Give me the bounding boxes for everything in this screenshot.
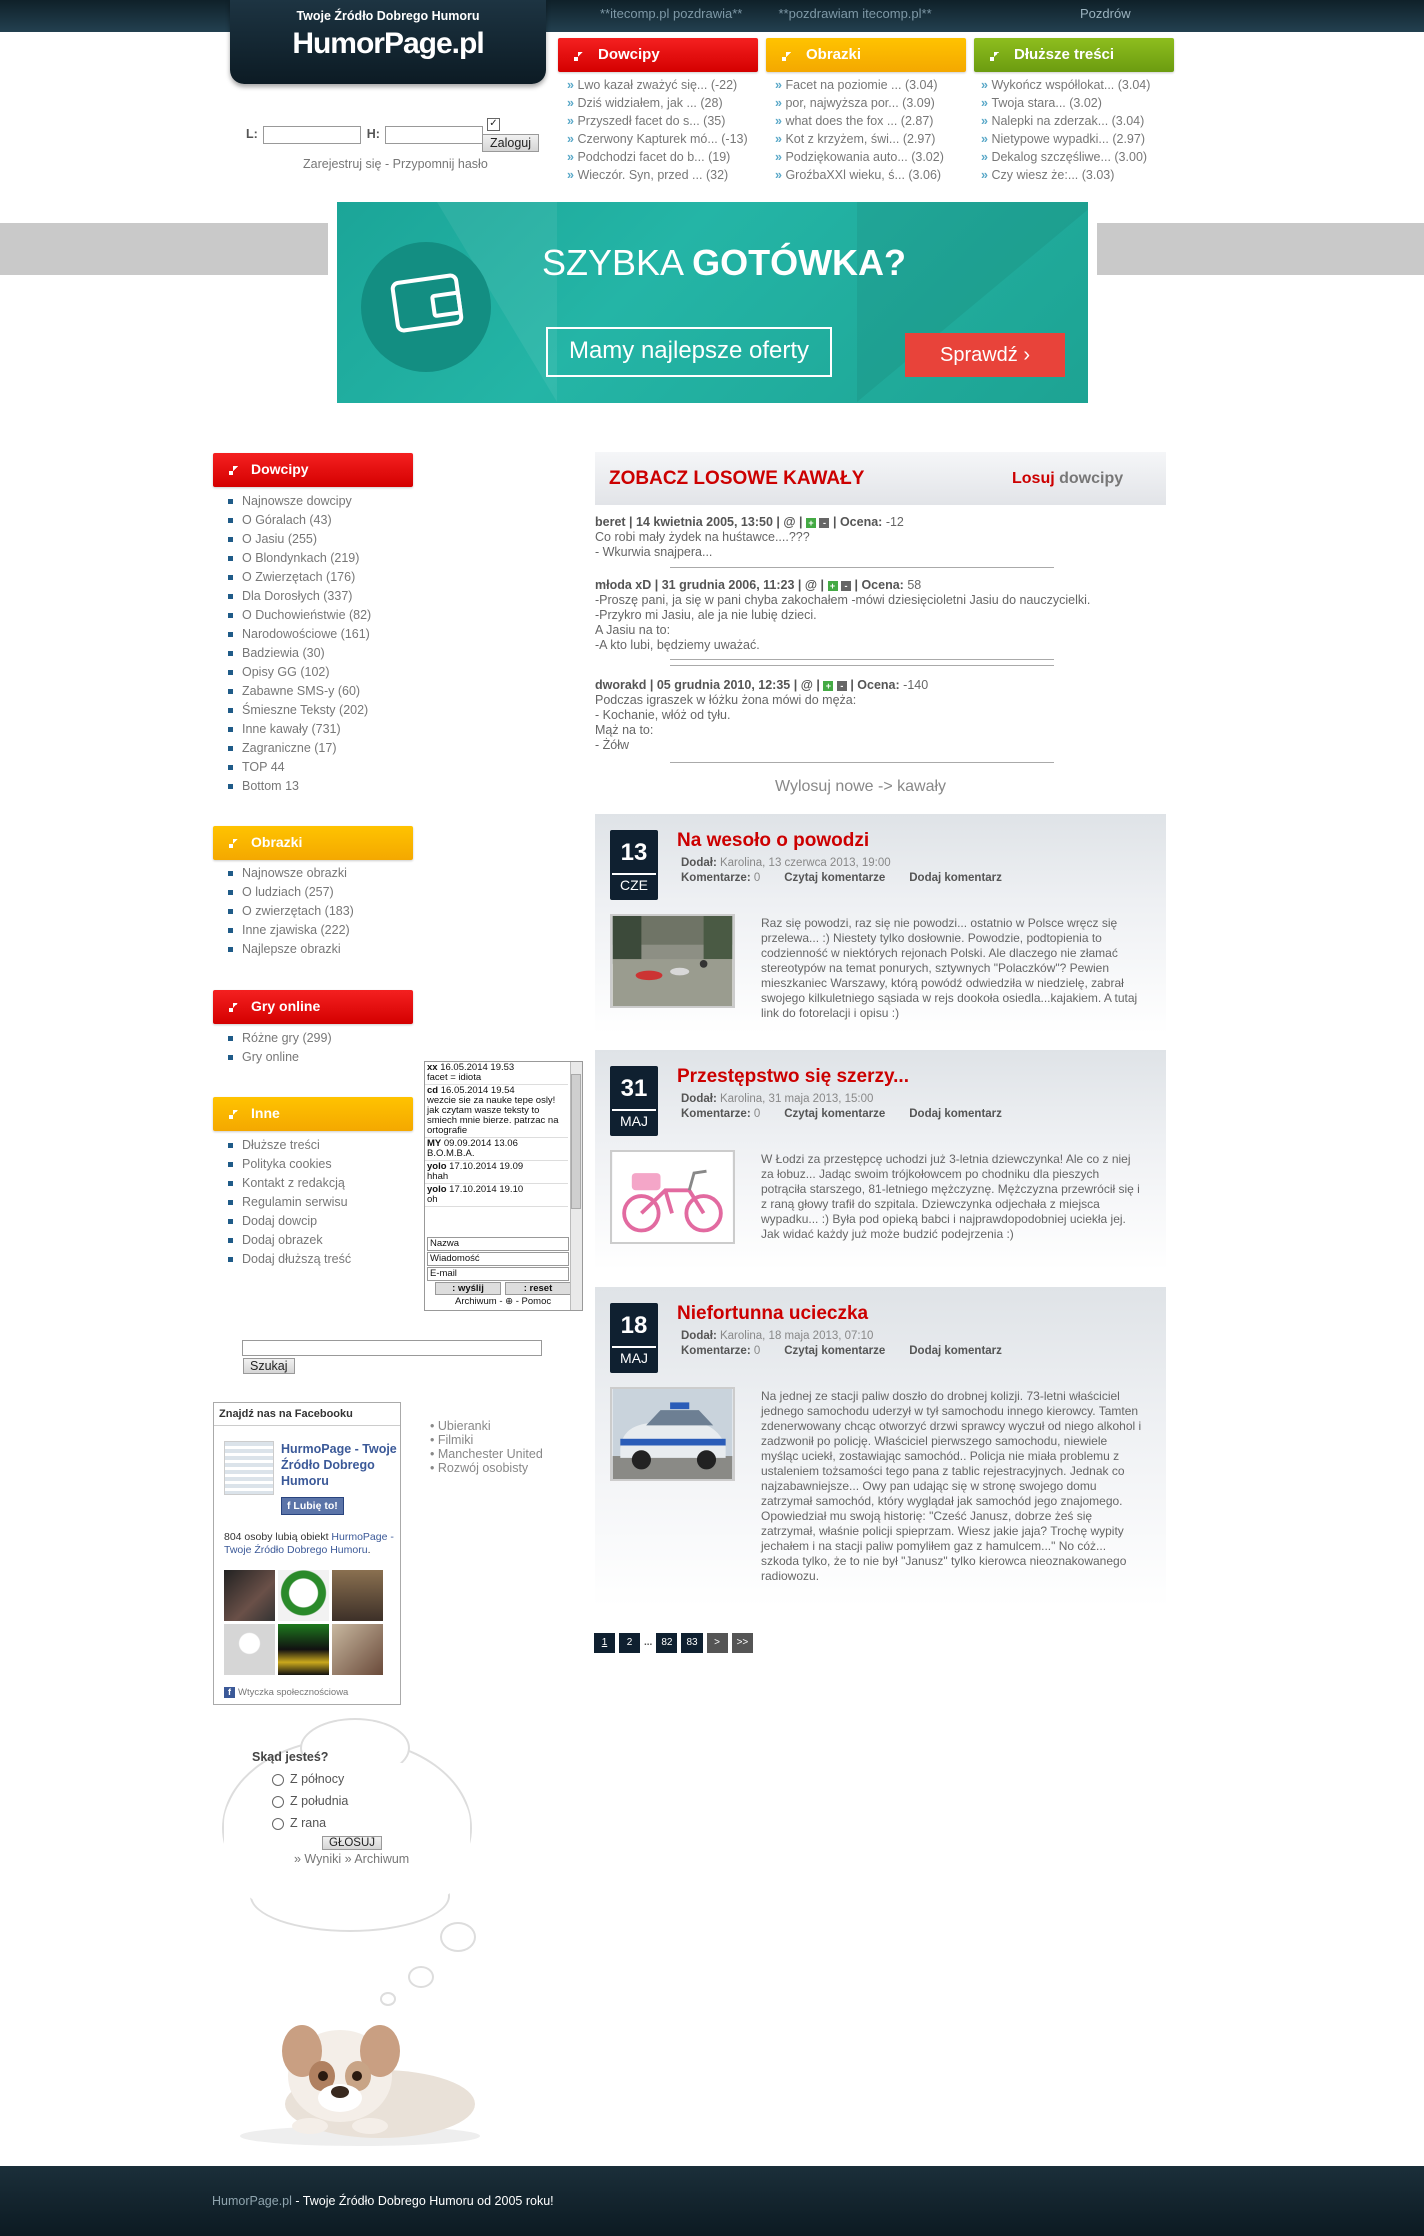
post-image-police-car[interactable] — [610, 1387, 735, 1481]
banner-cta-button[interactable]: Sprawdź › — [905, 333, 1065, 377]
joke-divider — [670, 659, 1054, 660]
sidebar-item[interactable]: Gry online — [228, 1048, 332, 1067]
post-meta — [681, 1092, 1002, 1122]
banner-band-left — [0, 223, 328, 275]
post-author-label: Dodał: — [681, 1093, 717, 1105]
column-head-dowcipy[interactable]: Dowcipy — [558, 38, 758, 72]
poll-results-link[interactable]: » Wyniki — [294, 1852, 342, 1866]
shout-time: 16.05.2014 19.54 — [440, 1085, 515, 1096]
shout-text: oh — [427, 1194, 438, 1205]
poll-option[interactable] — [272, 1816, 409, 1830]
footer-brand-link[interactable]: HumorPage.pl — [212, 2194, 292, 2208]
fan-avatar[interactable] — [332, 1570, 383, 1621]
post-title[interactable]: Przestępstwo się szerzy... — [677, 1066, 909, 1087]
facebook-page-thumbnail[interactable] — [224, 1441, 274, 1495]
poll-question: Skąd jesteś? — [252, 1750, 329, 1764]
sidebar-item[interactable]: TOP 44 — [228, 758, 371, 777]
sidebar-item[interactable]: Opisy GG (102) — [228, 663, 371, 682]
shout-message-input[interactable]: Wiadomość — [427, 1252, 569, 1266]
poll — [240, 1750, 409, 1866]
draw-again-link[interactable]: Wylosuj nowe -> kawały — [775, 778, 947, 795]
page-button[interactable]: 1 — [594, 1633, 615, 1653]
joke-divider — [670, 567, 1054, 568]
poll-cloud-dot — [408, 1966, 434, 1988]
top-list-item[interactable]: » por, najwyższa por... (3.09) — [775, 94, 944, 112]
poll-option-label: Z rana — [290, 1816, 327, 1830]
joke-line: -Przykro mi Jasiu, ale ja nie lubię dzieci. — [595, 608, 817, 622]
shout-ticker: **itecomp.pl pozdrawia** **pozdrawiam itecomp.pl** — [600, 6, 932, 21]
post-month: CZE — [612, 873, 656, 893]
sidebar-item[interactable]: Polityka cookies — [228, 1155, 351, 1174]
vote-down-icon[interactable]: - — [837, 681, 847, 691]
post-date — [610, 830, 658, 900]
ad-banner[interactable] — [337, 202, 1088, 403]
post-date — [610, 1066, 658, 1136]
add-comment-link[interactable]: Dodaj komentarz — [909, 1108, 1002, 1120]
top-list-dowcipy — [567, 76, 748, 184]
register-link[interactable]: Zarejestruj się — [303, 157, 382, 171]
shout-author: cd — [427, 1085, 439, 1096]
top-list-item[interactable]: » Dekalog szczęśliwe... (3.00) — [981, 148, 1150, 166]
logo-tagline: Twoje Źródło Dobrego Humoru — [296, 9, 480, 23]
poll-archive-link[interactable]: » Archiwum — [344, 1852, 410, 1866]
top-list-item[interactable]: » Czy wiesz że:... (3.03) — [981, 166, 1150, 184]
top-list-item[interactable]: » Czerwony Kapturek mó... (-13) — [567, 130, 748, 148]
post-comments-label: Komentarze: — [681, 1108, 751, 1120]
login-button[interactable]: Zaloguj — [482, 134, 539, 152]
wallet-icon — [390, 273, 465, 334]
shout-author: yolo — [427, 1184, 447, 1195]
vote-down-icon[interactable]: - — [841, 581, 851, 591]
draw-jokes-link-gray: dowcipy — [1054, 470, 1124, 487]
joke-line: A Jasiu na to: — [595, 623, 671, 637]
draw-jokes-link-red: Losuj — [1012, 470, 1055, 487]
top-list-item[interactable]: » what does the fox ... (2.87) — [775, 112, 944, 130]
fan-avatar[interactable] — [332, 1624, 383, 1675]
post-author: Karolina, 31 maja 2013, 15:00 — [716, 1093, 874, 1105]
facebook-title: Znajdź nas na Facebooku — [214, 1403, 400, 1426]
shout-reset-button[interactable]: : reset — [505, 1282, 571, 1295]
sidebar-item[interactable]: Inne kawały (731) — [228, 720, 371, 739]
login-input[interactable] — [263, 126, 361, 144]
poll-vote-button[interactable]: GŁOSUJ — [322, 1836, 382, 1850]
sidebar-item[interactable]: O zwierzętach (183) — [228, 902, 354, 921]
joke-line: - Wkurwia snajpera... — [595, 545, 713, 559]
banner-headline — [542, 242, 906, 284]
fan-avatar[interactable] — [278, 1624, 329, 1675]
post-comments-count: 0 — [750, 1345, 761, 1357]
shout-text: wezcie sie za nauke tepe osly! jak czytam wasze teksty to smiech mnie bierze. patrzac na ortografie — [427, 1095, 559, 1136]
facebook-like-button[interactable] — [281, 1497, 344, 1515]
joke-author-date: młoda xD | 31 grudnia 2006, 11:23 | @ | — [595, 578, 825, 592]
page-ellipsis: ... — [644, 1637, 653, 1648]
post-author-label: Dodał: — [681, 857, 717, 869]
facebook-count-end: . — [367, 1544, 371, 1556]
joke-line: - Żółw — [595, 738, 630, 752]
post — [595, 1050, 1166, 1270]
sidebar-item[interactable]: O Blondynkach (219) — [228, 549, 371, 568]
site-logo[interactable] — [230, 0, 546, 84]
account-links — [303, 157, 488, 171]
post-day: 18 — [620, 1312, 648, 1339]
add-comment-link[interactable]: Dodaj komentarz — [909, 872, 1002, 884]
shout-text: B.O.M.B.A. — [427, 1148, 475, 1159]
banner-offer: Mamy najlepsze oferty — [546, 327, 832, 377]
facebook-count-text: 804 osoby lubią obiekt — [224, 1531, 332, 1543]
sidebar-head-gry[interactable]: Gry online — [213, 990, 413, 1024]
top-list-obrazki — [775, 76, 944, 184]
account-links-separator: - — [381, 157, 393, 171]
top-list-item[interactable]: » GroźbaXXl wieku, ś... (3.06) — [775, 166, 944, 184]
radio-icon[interactable] — [272, 1774, 284, 1786]
read-comments-link[interactable]: Czytaj komentarze — [784, 1345, 886, 1357]
sidebar-item[interactable]: Dodaj dowcip — [228, 1212, 351, 1231]
poll-cloud-dot — [440, 1922, 476, 1952]
post-text: Raz się powodzi, raz się nie powodzi... ostatnio w Polsce wręcz się przelewa... :) Niestety tylko dosłownie. Powodzie, podtopienia to codzienność w niektórych rejonach Polski. Ale dlaczego nie złamać stereotypów na temat ponurych, sztywnych "Polaczków"? Pewien mieszkaniec Warszawy, którą powódź odwiedziła w niedzielę, zabrał swojego kilkuletniego sąsiada w rejs dookoła osiedla...kajakiem. A tutaj link do fotorelacji i opisu :) — [761, 916, 1138, 1020]
greet-link[interactable]: Pozdrów — [1080, 6, 1131, 21]
facebook-box — [213, 1402, 401, 1705]
banner-band-right — [1097, 223, 1424, 275]
shout-message — [425, 1138, 568, 1161]
poll-option-label: Z południa — [290, 1794, 349, 1808]
post-title[interactable]: Na wesoło o powodzi — [677, 830, 870, 851]
banner-headline-bold: GOTÓWKA? — [692, 242, 907, 283]
shout-text: hhah — [427, 1171, 449, 1182]
joke-entry — [595, 678, 1166, 753]
facebook-like-label: Lubię to! — [293, 1500, 338, 1512]
joke-rating-label: | Ocena: — [832, 515, 883, 529]
sidebar-item[interactable]: Inne zjawiska (222) — [228, 921, 354, 940]
joke-line: - Kochanie, włóż od tyłu. — [595, 708, 731, 722]
joke-meta — [595, 515, 1166, 530]
post — [595, 1287, 1166, 1607]
sidebar-item[interactable]: Regulamin serwisu — [228, 1193, 351, 1212]
sidebar-item[interactable]: Badziewia (30) — [228, 644, 371, 663]
post-author: Karolina, 18 maja 2013, 07:10 — [716, 1330, 874, 1342]
shout-message — [425, 1085, 568, 1138]
sidebar-item[interactable]: O Góralach (43) — [228, 511, 371, 530]
facebook-count-link[interactable]: HurmoPage - Twoje Źródło Dobrego Humoru — [224, 1531, 394, 1556]
next-page-button[interactable]: > — [707, 1633, 728, 1653]
facebook-plugin-label: Wtyczka społecznościowa — [238, 1687, 349, 1698]
top-list-item[interactable]: » Podziękowania auto... (3.02) — [775, 148, 944, 166]
sidebar-item[interactable]: Dla Dorosłych (337) — [228, 587, 371, 606]
fan-avatar[interactable] — [224, 1624, 275, 1675]
shout-email-input[interactable]: E-mail — [427, 1267, 569, 1281]
read-comments-link[interactable]: Czytaj komentarze — [784, 1108, 886, 1120]
fan-avatar[interactable] — [224, 1570, 275, 1621]
joke-rating: -12 — [885, 515, 904, 529]
sidebar-item[interactable]: Najnowsze dowcipy — [228, 492, 371, 511]
joke-divider — [670, 762, 1054, 763]
post-text: Na jednej ze stacji paliw doszło do drobnej kolizji. 73-letni właściciel jednego samochodu uderzył w tył samochodu innego kierowcy. Tamten zdenerwowany chcąc otworzyć drzwi sprawcy wyczuł od niego alkohol i zadzwonił po policję. Właściciel pierwszego samochodu, niewiele myśląc uciekł, zostawiając samochód.. Policja nie miała problemu z ustaleniem tożsamości tego pana z tablic rejestracyjnych. Jednak co najzabawniejsze... Owy pan udając się w stronę swojego domu zatrzymał samochód, który wyglądał jak samochód jego znajomego. Opowiedział mu swoją historię: "Cześć Janusz, dobrze żeś się zatrzymał, właśnie policji spieprzam. Wiesz jakie jaja? Trochę wypity jechałem i na stacji paliw pomyliłem gaz z hamulcem..." No cóż... szkoda tylko, że to nie był "Janusz" tylko kierowca nieoznakowanego radiowozu. — [761, 1389, 1142, 1583]
joke-line: -Proszę pani, ja się w pani chyba zakochałem -mówi dziesięcioletni Jasiu do nauczycielki. — [595, 593, 1091, 607]
sidebar-item[interactable]: Narodowościowe (161) — [228, 625, 371, 644]
joke-line: -A kto lubi, będziemy uważać. — [595, 638, 760, 652]
search-input[interactable] — [242, 1340, 542, 1356]
sidebar-item[interactable]: Kontakt z redakcją — [228, 1174, 351, 1193]
joke-rating: 58 — [907, 578, 922, 592]
bulldog-mascot — [230, 1996, 490, 2146]
post-text: W Łodzi za przestępcę uchodzi już 3-letnia dziewczynka! Ale co z niej za łobuz... Jadąc swoim trójkołowcem po chodniku dla pieszych potrąciła starszego, 81-letniego mężczyznę. Mężczyzna przewrócił się i z raną głowy trafił do szpitala. Dziewczynka odjechała z miejsca wypadku... :) Była pod opieką babci i najprawdopodobniej uciekła jej. Jak widać każdy już może budzić podejrzenia :) — [761, 1152, 1140, 1241]
login-label: L: — [246, 127, 258, 142]
footer — [0, 2166, 1424, 2236]
post-day: 13 — [620, 839, 648, 866]
random-jokes-title: ZOBACZ LOSOWE KAWAŁY — [609, 468, 865, 489]
sidebar-list-gry — [228, 1029, 332, 1067]
joke-rating: -140 — [903, 678, 929, 692]
password-label: H: — [366, 127, 380, 142]
sidebar-head-obrazki[interactable]: Obrazki — [213, 826, 413, 860]
shout-archive-link[interactable]: Archiwum - ⊕ - Pomoc — [455, 1296, 552, 1307]
post-image-flood[interactable] — [610, 914, 735, 1008]
shout-scroll-thumb[interactable] — [571, 1074, 581, 1209]
post-comments-label: Komentarze: — [681, 1345, 751, 1357]
poll-option-label: Z północy — [290, 1772, 345, 1786]
logo-text: HumorPage.pl — [292, 27, 484, 60]
joke-rating-label: | Ocena: — [854, 578, 904, 592]
banner-headline-light: SZYBKA — [542, 242, 693, 283]
joke-line: Podczas igraszek w łóżku żona mówi do męża: — [595, 693, 857, 707]
top-list-item[interactable]: » Dziś widziałem, jak ... (28) — [567, 94, 748, 112]
page-button[interactable]: 2 — [619, 1633, 640, 1653]
page-button[interactable]: 82 — [656, 1633, 677, 1653]
column-head-dluzsze[interactable]: Dłuższe treści — [974, 38, 1174, 72]
post-comments-label: Komentarze: — [681, 872, 751, 884]
joke-author-date: beret | 14 kwietnia 2005, 13:50 | @ | — [595, 515, 803, 529]
joke-meta — [595, 678, 1166, 693]
sidebar-item[interactable]: O Duchowieństwie (82) — [228, 606, 371, 625]
sidebar-item[interactable]: O Jasiu (255) — [228, 530, 371, 549]
poll-links — [294, 1852, 409, 1866]
partner-link[interactable]: • Ubieranki — [430, 1419, 543, 1433]
shout-send-button[interactable]: : wyślij — [435, 1282, 501, 1295]
joke-divider — [670, 665, 1054, 666]
post — [595, 814, 1166, 1034]
sidebar-list-inne — [228, 1136, 351, 1269]
shout-time: 17.10.2014 19.09 — [449, 1161, 524, 1172]
footer-text — [212, 2194, 554, 2208]
sidebar-item[interactable]: Śmieszne Teksty (202) — [228, 701, 371, 720]
shout-text: facet = idiota — [427, 1072, 482, 1083]
poll-option[interactable] — [272, 1772, 409, 1786]
post-comments-count: 0 — [750, 1108, 761, 1120]
joke-meta — [595, 578, 1166, 593]
password-input[interactable] — [385, 126, 483, 144]
partner-link[interactable]: • Manchester United — [430, 1447, 543, 1461]
top-list-item[interactable]: » Wykończ współlokat... (3.04) — [981, 76, 1150, 94]
login-form — [244, 126, 483, 144]
joke-line: Co robi mały żydek na huśtawce....??? — [595, 530, 810, 544]
shout-name-input[interactable]: Nazwa — [427, 1237, 569, 1251]
facebook-icon: f — [287, 1500, 294, 1512]
post-title[interactable]: Niefortunna ucieczka — [677, 1303, 869, 1324]
post-author: Karolina, 13 czerwca 2013, 19:00 — [716, 857, 891, 869]
shout-author: yolo — [427, 1161, 447, 1172]
search-button[interactable]: Szukaj — [243, 1358, 295, 1374]
sidebar-item[interactable]: Zabawne SMS-y (60) — [228, 682, 371, 701]
random-jokes-header — [595, 452, 1166, 505]
sidebar-item[interactable]: Dłuższe treści — [228, 1136, 351, 1155]
partner-link[interactable]: • Filmiki — [430, 1433, 543, 1447]
sidebar-item[interactable]: Dodaj obrazek — [228, 1231, 351, 1250]
sidebar-list-dowcipy — [228, 492, 371, 796]
add-comment-link[interactable]: Dodaj komentarz — [909, 1345, 1002, 1357]
shout-time: 09.09.2014 13.06 — [443, 1138, 518, 1149]
top-list-item[interactable]: » Przyszedł facet do s... (35) — [567, 112, 748, 130]
joke-rating-label: | Ocena: — [850, 678, 900, 692]
read-comments-link[interactable]: Czytaj komentarze — [784, 872, 886, 884]
sidebar-item[interactable]: Bottom 13 — [228, 777, 371, 796]
sidebar-item[interactable]: Różne gry (299) — [228, 1029, 332, 1048]
joke-entry — [595, 578, 1166, 653]
shout-message — [425, 1062, 568, 1085]
post-image-bike[interactable] — [610, 1150, 735, 1244]
shout-scrollbar[interactable] — [570, 1062, 582, 1310]
shout-time: 16.05.2014 19.53 — [440, 1062, 515, 1073]
top-list-item[interactable]: » Nietypowe wypadki... (2.97) — [981, 130, 1150, 148]
sidebar-item[interactable]: Najnowsze obrazki — [228, 864, 354, 883]
joke-line: Mąż na to: — [595, 723, 654, 737]
draw-jokes-link[interactable] — [1012, 470, 1123, 488]
joke-entry — [595, 515, 1166, 560]
post-month: MAJ — [612, 1346, 656, 1366]
sidebar-item[interactable]: Dodaj dłuższą treść — [228, 1250, 351, 1269]
shout-message — [425, 1161, 568, 1184]
top-list-item[interactable]: » Facet na poziomie ... (3.04) — [775, 76, 944, 94]
sidebar-item[interactable]: Zagraniczne (17) — [228, 739, 371, 758]
post-author-label: Dodał: — [681, 1330, 717, 1342]
vote-up-icon[interactable]: + — [828, 581, 838, 591]
pagination — [594, 1633, 757, 1653]
sidebar-head-dowcipy[interactable]: Dowcipy — [213, 453, 413, 487]
top-list-dluzsze — [981, 76, 1150, 184]
sidebar-item[interactable]: Najlepsze obrazki — [228, 940, 354, 959]
poll-option[interactable] — [272, 1794, 409, 1808]
facebook-page-name[interactable]: HurmoPage - Twoje Źródło Dobrego Humoru — [281, 1442, 397, 1488]
shout-time: 17.10.2014 19.10 — [449, 1184, 524, 1195]
sidebar-head-inne[interactable]: Inne — [213, 1097, 413, 1131]
partner-link[interactable]: • Rozwój osobisty — [430, 1461, 543, 1475]
sidebar-item[interactable]: O Zwierzętach (176) — [228, 568, 371, 587]
post-meta — [681, 1329, 1002, 1359]
partner-links — [430, 1419, 543, 1475]
shout-author: MY — [427, 1138, 442, 1149]
vote-down-icon[interactable]: - — [819, 518, 829, 528]
facebook-likes-count — [224, 1531, 399, 1557]
top-list-item[interactable]: » Podchodzi facet do b... (19) — [567, 148, 748, 166]
vote-up-icon[interactable]: + — [823, 681, 833, 691]
fan-avatar[interactable] — [278, 1570, 329, 1621]
joke-author-date: dworakd | 05 grudnia 2010, 12:35 | @ | — [595, 678, 820, 692]
post-month: MAJ — [612, 1109, 656, 1129]
facebook-icon: f — [224, 1687, 235, 1698]
footer-caption: - Twoje Źródło Dobrego Humoru od 2005 roku! — [291, 2194, 554, 2208]
remind-password-link[interactable]: Przypomnij hasło — [392, 157, 488, 171]
top-list-item[interactable]: » Wieczór. Syn, przed ... (32) — [567, 166, 748, 184]
shoutbox — [424, 1061, 583, 1311]
last-page-button[interactable]: >> — [732, 1633, 754, 1653]
vote-up-icon[interactable]: + — [806, 518, 816, 528]
post-meta — [681, 856, 1002, 886]
page-button[interactable]: 83 — [681, 1633, 702, 1653]
radio-icon[interactable] — [272, 1796, 284, 1808]
remember-checkbox[interactable]: ✓ — [487, 118, 500, 131]
sidebar-list-obrazki — [228, 864, 354, 959]
shout-message — [425, 1184, 568, 1207]
post-comments-count: 0 — [750, 872, 761, 884]
top-list-item[interactable]: » Twoja stara... (3.02) — [981, 94, 1150, 112]
shout-author: xx — [427, 1062, 438, 1073]
top-list-item[interactable]: » Kot z krzyżem, świ... (2.97) — [775, 130, 944, 148]
radio-icon[interactable] — [272, 1818, 284, 1830]
post-day: 31 — [620, 1075, 648, 1102]
post-date — [610, 1303, 658, 1373]
top-list-item[interactable]: » Nalepki na zderzak... (3.04) — [981, 112, 1150, 130]
facebook-plugin-footer — [224, 1687, 348, 1698]
column-head-obrazki[interactable]: Obrazki — [766, 38, 966, 72]
top-list-item[interactable]: » Lwo kazał zważyć się... (-22) — [567, 76, 748, 94]
sidebar-item[interactable]: O ludziach (257) — [228, 883, 354, 902]
